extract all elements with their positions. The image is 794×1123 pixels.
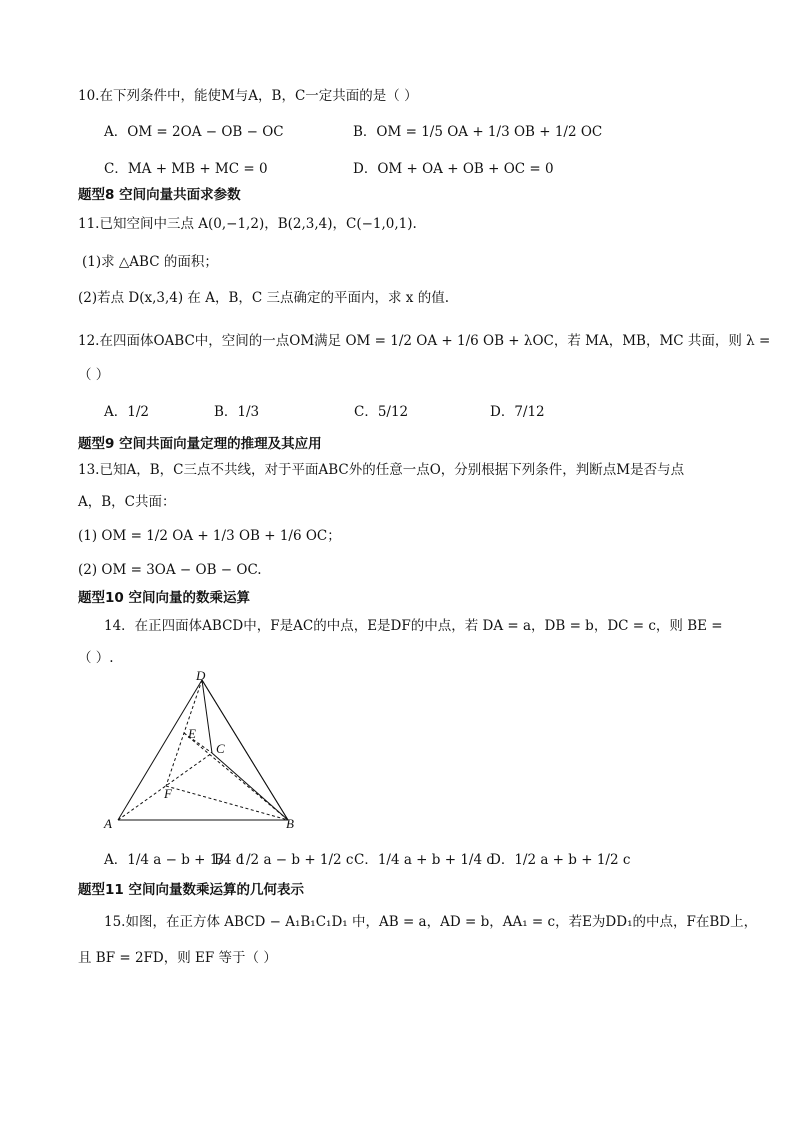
q10-stem: 10.在下列条件中，能使M与A，B，C一定共面的是（ ） (78, 88, 418, 104)
q11-part2: (2)若点 D(x,3,4) 在 A，B，C 三点确定的平面内，求 x 的值. (78, 290, 450, 306)
q14-stem-cont: （ ）. (78, 650, 114, 666)
edge-dc (202, 680, 212, 753)
label-d: D (196, 668, 206, 683)
q12-stem: 12.在四面体OABC中，空间的一点OM满足 OM = 1/2 OA + 1/6 OB + λOC，若 MA，MB，MC 共面，则 λ = (78, 333, 771, 349)
q12-stem-cont: （ ） (78, 367, 110, 383)
label-c: C (216, 741, 225, 756)
q13-stem-cont: A，B，C共面： (78, 494, 176, 510)
label-b: B (286, 816, 294, 831)
q13-part1: (1) OM = 1/2 OA + 1/3 OB + 1/6 OC； (78, 528, 341, 544)
q13-part2: (2) OM = 3OA − OB − OC. (78, 562, 262, 578)
section-heading-11: 题型11 空间向量数乘运算的几何表示 (78, 882, 304, 898)
label-e: E (188, 726, 196, 741)
q10-option-a: A．OM = 2OA − OB − OC (104, 124, 284, 140)
q10-option-d: D．OM + OA + OB + OC = 0 (353, 161, 554, 177)
q14-stem: 14．在正四面体ABCD中，F是AC的中点，E是DF的中点，若 DA = a，DB = b，DC = c，则 BE = (104, 618, 723, 634)
q12-option-b: B．1/3 (214, 404, 260, 420)
q14-option-c: C．1/4 a + b + 1/4 c (354, 852, 494, 868)
q14-option-b: B．1/2 a − b + 1/2 c (214, 852, 354, 868)
label-f: F (164, 786, 172, 801)
tetrahedron-figure (100, 668, 305, 832)
q10-option-b: B．OM = 1/5 OA + 1/3 OB + 1/2 OC (353, 124, 603, 140)
section-heading-9: 题型9 空间共面向量定理的推理及其应用 (78, 436, 322, 452)
q15-stem-cont: 且 BF = 2FD，则 EF 等于（ ） (78, 950, 277, 966)
q14-option-a: A．1/4 a − b + 1/4 c (104, 852, 244, 868)
q10-option-c: C．MA + MB + MC = 0 (104, 161, 268, 177)
q11-stem: 11.已知空间中三点 A(0,−1,2)，B(2,3,4)，C(−1,0,1). (78, 216, 417, 232)
edge-da (118, 680, 202, 820)
section-heading-8: 题型8 空间向量共面求参数 (78, 187, 241, 203)
q15-stem: 15.如图，在正方体 ABCD − A₁B₁C₁D₁ 中，AB = a，AD = b，AA₁ = c，若E为DD₁的中点，F在BD上， (104, 914, 758, 930)
edge-cb (212, 753, 288, 820)
q13-stem: 13.已知A，B，C三点不共线，对于平面ABC外的任意一点O，分别根据下列条件，判断点M是否与点 (78, 462, 685, 478)
q11-part1: (1)求 △ABC 的面积； (82, 254, 218, 270)
q12-option-a: A．1/2 (104, 404, 149, 420)
q12-option-d: D．7/12 (490, 404, 545, 420)
section-heading-10: 题型10 空间向量的数乘运算 (78, 590, 250, 606)
label-a: A (104, 816, 112, 831)
edge-db-2 (202, 680, 288, 820)
q14-option-d: D．1/2 a + b + 1/2 c (490, 852, 631, 868)
segment-eb (184, 733, 288, 820)
q12-option-c: C．5/12 (354, 404, 409, 420)
